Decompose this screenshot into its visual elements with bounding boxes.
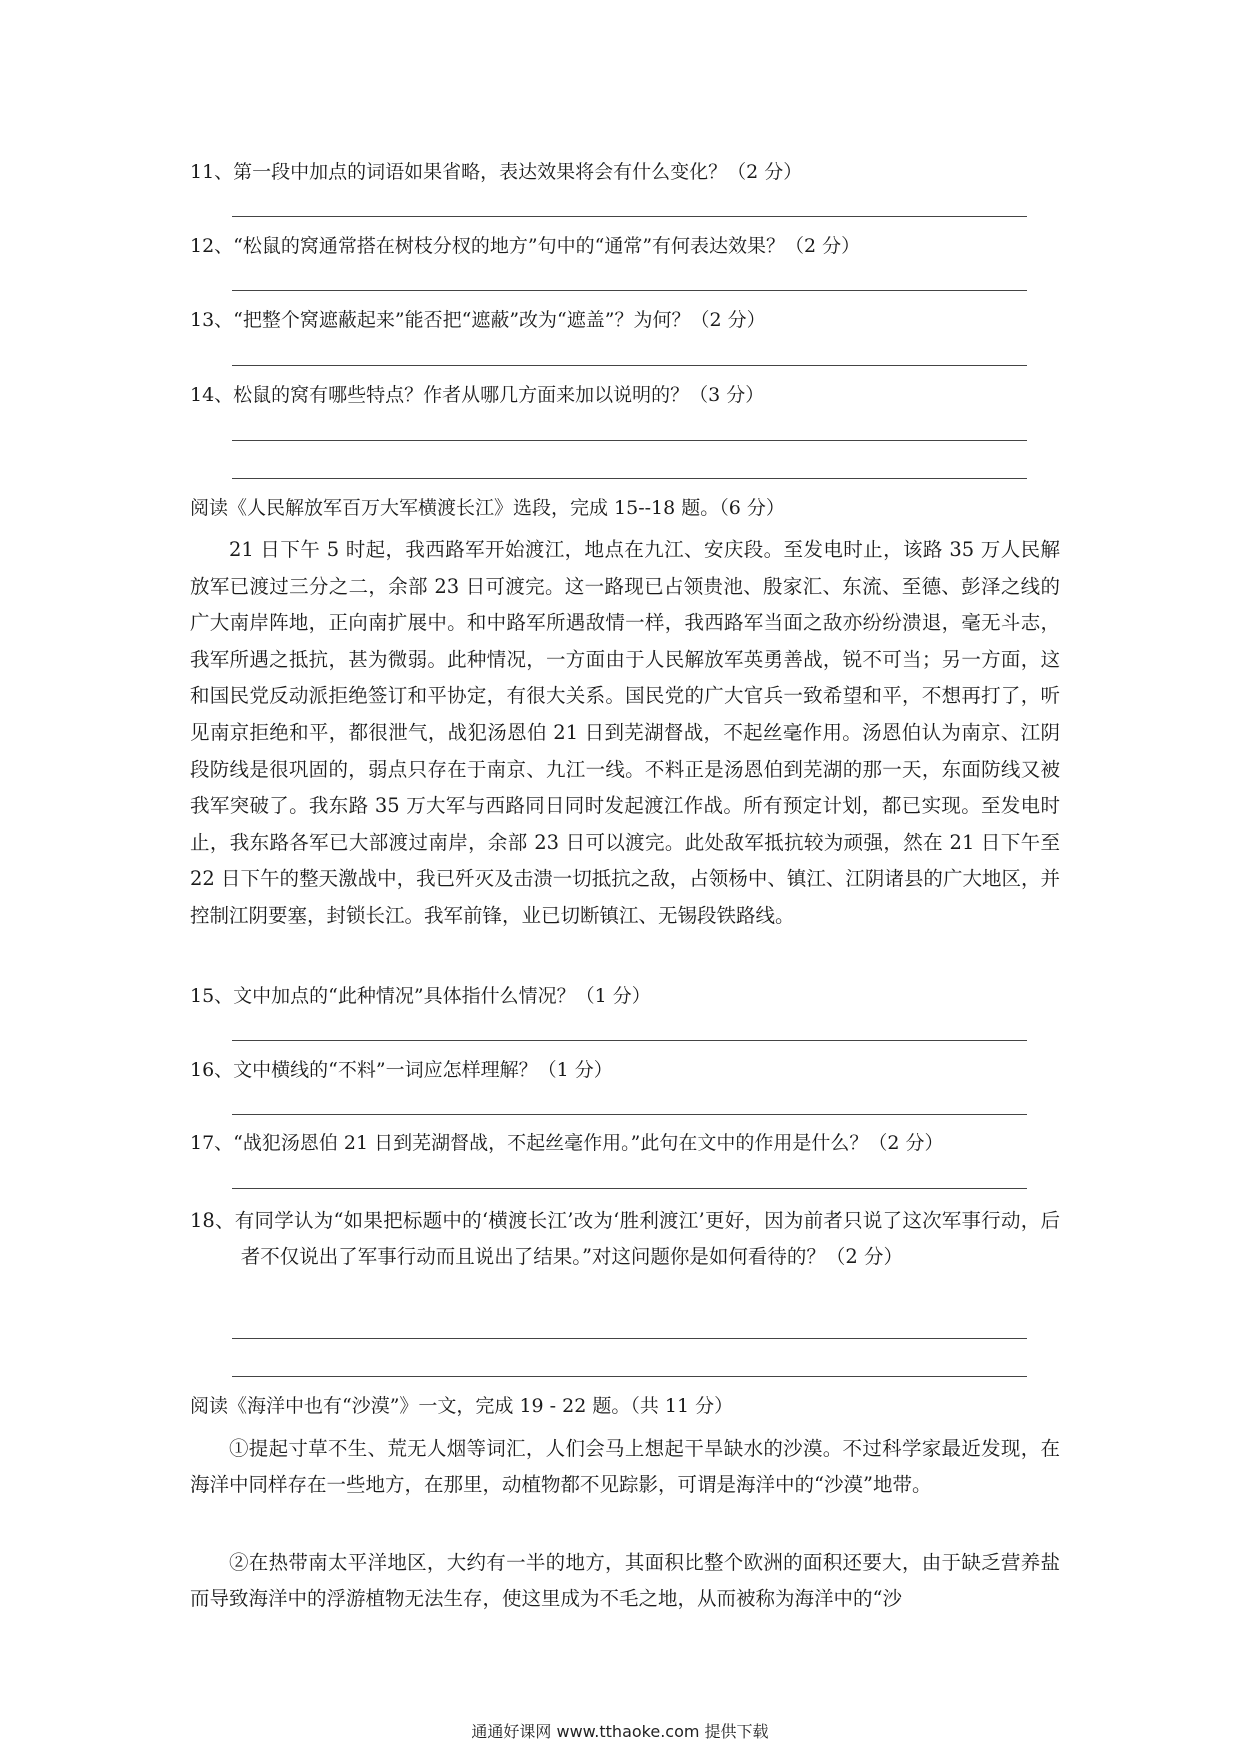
answer-line-14b[interactable]	[232, 478, 1027, 479]
answer-line-17[interactable]	[232, 1188, 1027, 1189]
question-15: 15、文中加点的“此种情况”具体指什么情况？（1 分）	[190, 985, 651, 1007]
question-16: 16、文中横线的“不料”一词应怎样理解？（1 分）	[190, 1059, 613, 1081]
question-18: 18、有同学认为“如果把标题中的‘横渡长江’改为‘胜利渡江’更好，因为前者只说了这次军事行动，后者不仅说出了军事行动而且说出了结果。”对这问题你是如何看待的？（2 分）	[190, 1209, 1060, 1268]
answer-line-15[interactable]	[232, 1040, 1027, 1041]
answer-line-14a[interactable]	[232, 440, 1027, 441]
question-13: 13、“把整个窝遮蔽起来”能否把“遮蔽”改为“遮盖”？为何？（2 分）	[190, 309, 766, 331]
passage-ocean-para-2: ②在热带南太平洋地区，大约有一半的地方，其面积比整个欧洲的面积还要大，由于缺乏营养盐而导致海洋中的浮游植物无法生存，使这里成为不毛之地，从而被称为海洋中的“沙	[190, 1551, 1060, 1610]
answer-line-12[interactable]	[232, 290, 1027, 291]
answer-line-11[interactable]	[232, 216, 1027, 217]
passage-ocean-para-1: ①提起寸草不生、荒无人烟等词汇，人们会马上想起干旱缺水的沙漠。不过科学家最近发现，在海洋中同样存在一些地方，在那里，动植物都不见踪影，可谓是海洋中的“沙漠”地带。	[190, 1437, 1060, 1496]
question-11: 11、第一段中加点的词语如果省略，表达效果将会有什么变化？（2 分）	[190, 161, 803, 183]
answer-line-18b[interactable]	[232, 1376, 1027, 1377]
section-intro-yangtze: 阅读《人民解放军百万大军横渡长江》选段，完成 15--18 题。（6 分）	[190, 497, 785, 519]
section-intro-ocean: 阅读《海洋中也有“沙漠”》一文，完成 19 - 22 题。（共 11 分）	[190, 1395, 734, 1417]
page-footer: 通通好课网 www.tthaoke.com 提供下载	[471, 1722, 769, 1741]
question-17: 17、“战犯汤恩伯 21 日到芜湖督战，不起丝毫作用。”此句在文中的作用是什么？（2 分）	[190, 1132, 944, 1154]
question-14: 14、松鼠的窝有哪些特点？作者从哪几方面来加以说明的？（3 分）	[190, 384, 765, 406]
answer-line-13[interactable]	[232, 365, 1027, 366]
answer-line-16[interactable]	[232, 1114, 1027, 1115]
passage-yangtze: 21 日下午 5 时起，我西路军开始渡江，地点在九江、安庆段。至发电时止，该路 35 万人民解放军已渡过三分之二，余部 23 日可渡完。这一路现已占领贵池、殷家汇、东流、至德、彭泽之线的广大南岸阵地，正向南扩展中。和中路军所遇敌情一样，我西路军当面之敌亦纷纷溃退，毫无斗志，我军所遇之抵抗，甚为微弱。此种情况，一方面由于人民解放军英勇善战，锐不可当；另一方面，这和国民党反动派拒绝签订和平协定，有很大关系。国民党的广大官兵一致希望和平，不想再打了，听见南京拒绝和平，都很泄气，战犯汤恩伯 21 日到芜湖督战，不起丝毫作用。汤恩伯认为南京、江阴段防线是很巩固的，弱点只存在于南京、九江一线。不料正是汤恩伯到芜湖的那一天，东面防线又被我军突破了。我东路 35 万大军与西路同日同时发起渡江作战。所有预定计划，都已实现。至发电时止，我东路各军已大部渡过南岸，余部 23 日可以渡完。此处敌军抵抗较为顽强，然在 21 日下午至 22 日下午的整天激战中，我已歼灭及击溃一切抵抗之敌，占领杨中、镇江、江阴诸县的广大地区，并控制江阴要塞，封锁长江。我军前锋，业已切断镇江、无锡段铁路线。	[190, 538, 1060, 927]
question-12: 12、“松鼠的窝通常搭在树枝分杈的地方”句中的“通常”有何表达效果？（2 分）	[190, 235, 861, 257]
answer-line-18a[interactable]	[232, 1338, 1027, 1339]
